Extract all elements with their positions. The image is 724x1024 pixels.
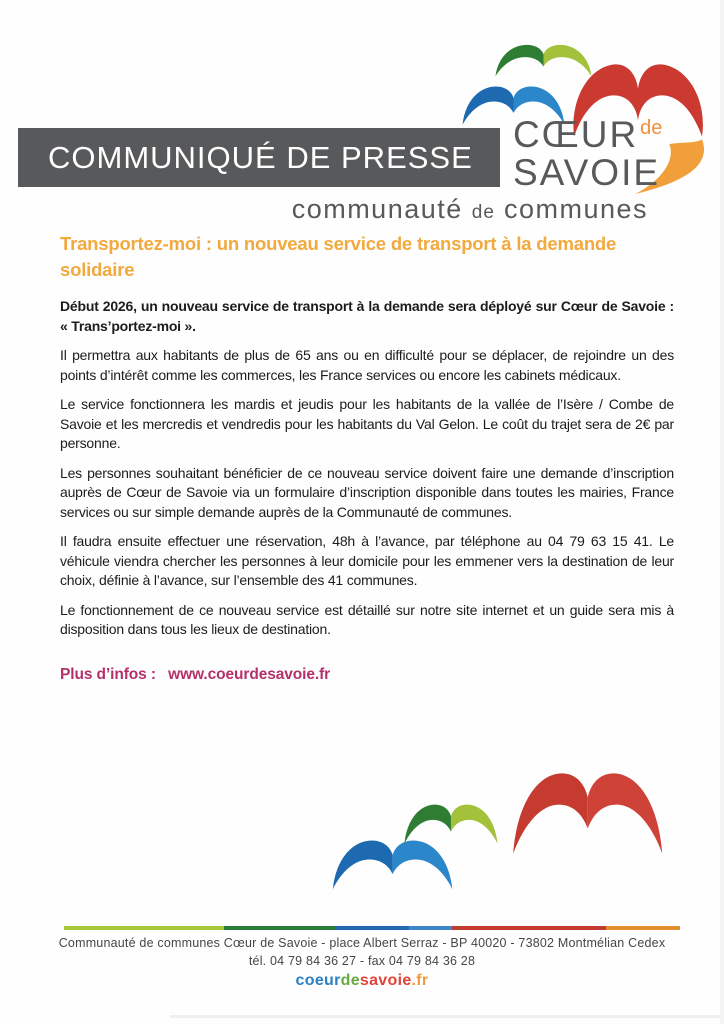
logo-word-savoie: SAVOIE [513,152,661,193]
green-bird-icon [403,801,498,846]
document-body [60,231,674,684]
footer-website-savoie: savoie [359,972,412,989]
paragraph: Les personnes souhaitant bénéficier de ce nouveau service doivent faire une demande d’inscription auprès de Cœur de Savoie via un formulaire d’inscription disponible dans toutes les mairies, France services ou sur simple demande auprès de la Communauté de communes. [60,464,674,520]
paragraph: Il faudra ensuite effectuer une réservation, 48h à l’avance, par téléphone au 04 79 63 15 41. Le véhicule viendra chercher les personnes à leur domicile pour les emmener vers la destination de leur choix, définie à l’avance, sur l’ensemble des 41 communes. [60,533,674,588]
paragraph: Début 2026, un nouveau service de transport à la demande sera déployé sur Cœur de Savoie : « Trans’portez-moi ». [60,298,674,334]
scan-artifact-line [170,1015,724,1018]
footer-website-de: de [340,972,360,989]
banner-title: COMMUNIQUÉ DE PRESSE [48,139,473,175]
red-bird-icon [511,766,663,858]
tagline-communaute: communauté [291,194,463,224]
footer-website-coeur: coeur [295,972,341,989]
footer-address: Communauté de communes Cœur de Savoie - place Albert Serraz - BP 40020 - 73802 Montmélian Cedex [58,936,666,950]
paragraph: Il permettra aux habitants de plus de 65 ans ou en difficulté pour se déplacer, de rejoindre un des points d’intérêt comme les commerces, les France services ou encore les cabinets médicaux. [60,347,674,383]
tagline-communes: communes [503,194,648,224]
press-release-banner [18,128,500,187]
footer-website-fr: .fr [411,972,429,989]
footer-website [0,972,724,990]
article-headline: Transportez-moi : un nouveau service de transport à la demande solidaire [60,233,617,280]
more-info-label: Plus d’infos : [60,665,156,683]
more-info-line [60,666,674,684]
tagline-de: de [471,202,495,223]
footer-color-bar [64,926,680,930]
logo-word-de: de [640,117,663,139]
logo-wordmark-line1 [513,114,663,155]
footer-phone-fax: tél. 04 79 84 36 27 - fax 04 79 84 36 28 [248,954,476,968]
paragraph: Le fonctionnement de ce nouveau service est détaillé sur notre site internet et un guide sera mis à disposition dans tous les lieux de destination. [60,601,674,637]
logo-tagline [292,194,648,225]
paragraph: Le service fonctionnera les mardis et jeudis pour les habitants de la vallée de l’Isère / Combe de Savoie et les mercredis et vendredis pour les habitants du Val Gelon. Le coût du trajet sera de 2€ par personne. [60,396,674,451]
logo-word-coeur: CŒUR [513,114,639,155]
scan-edge-shadow [720,0,724,1024]
more-info-url: www.coeurdesavoie.fr [168,665,331,683]
